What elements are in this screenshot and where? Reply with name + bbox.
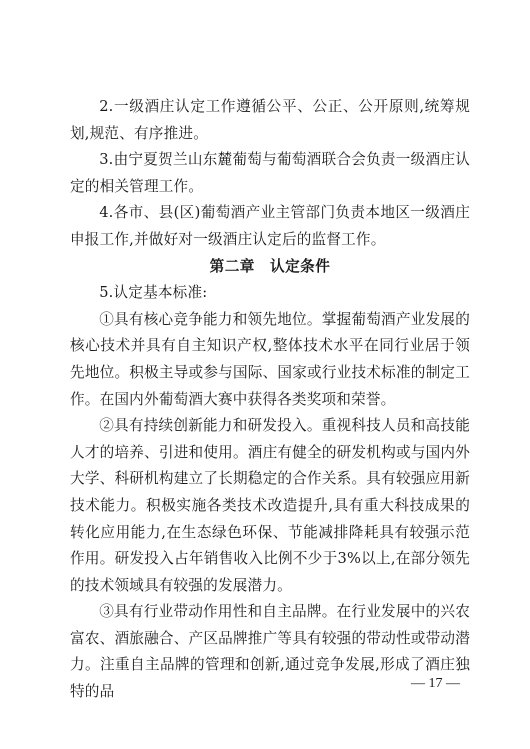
paragraph-item-3: 3.由宁夏贺兰山东麓葡萄与葡萄酒联合会负责一级酒庄认定的相关管理工作。 [70, 151, 470, 195]
chapter-heading: 第二章 认定条件 [209, 257, 331, 275]
paragraph-criterion-2: ②具有持续创新能力和研发投入。重视科技人员和高技能人才的培养、引进和使用。酒庄有健全的研发机构或与国内外大学、科研机构建立了长期稳定的合作关系。具有较强应用新技术能力。积极实施各类技术改造提升,具有重大科技成果的转化应用能力,在生态绿色环保、节能减排降耗具有较强示范作用。研发投入占年销售收入比例不少于3%以上,在部分领先的技术领域具有较强的发展潜力。 [70, 417, 470, 594]
paragraph-item-2: 2.一级酒庄认定工作遵循公平、公正、公开原则,统筹规划,规范、有序推进。 [70, 98, 470, 142]
document-body [70, 94, 470, 706]
page-number: — 17 — [411, 676, 460, 691]
paragraph-criterion-1: ①具有核心竞争能力和领先地位。掌握葡萄酒产业发展的核心技术并具有自主知识产权,整体技术水平在同行业居于领先地位。积极主导或参与国际、国家或行业技术标准的制定工作。在国内外葡萄酒大赛中获得各类奖项和荣誉。 [70, 310, 470, 408]
paragraph-criterion-3: ③具有行业带动作用性和自主品牌。在行业发展中的兴农富农、酒旅融合、产区品牌推广等具有较强的带动性或带动潜力。注重自主品牌的管理和创新,通过竞争发展,形成了酒庄独特的品 [70, 603, 470, 701]
paragraph-item-5: 5.认定基本标准: [99, 284, 208, 302]
paragraph-item-4: 4.各市、县(区)葡萄酒产业主管部门负责本地区一级酒庄申报工作,并做好对一级酒庄认定后的监督工作。 [70, 204, 470, 248]
